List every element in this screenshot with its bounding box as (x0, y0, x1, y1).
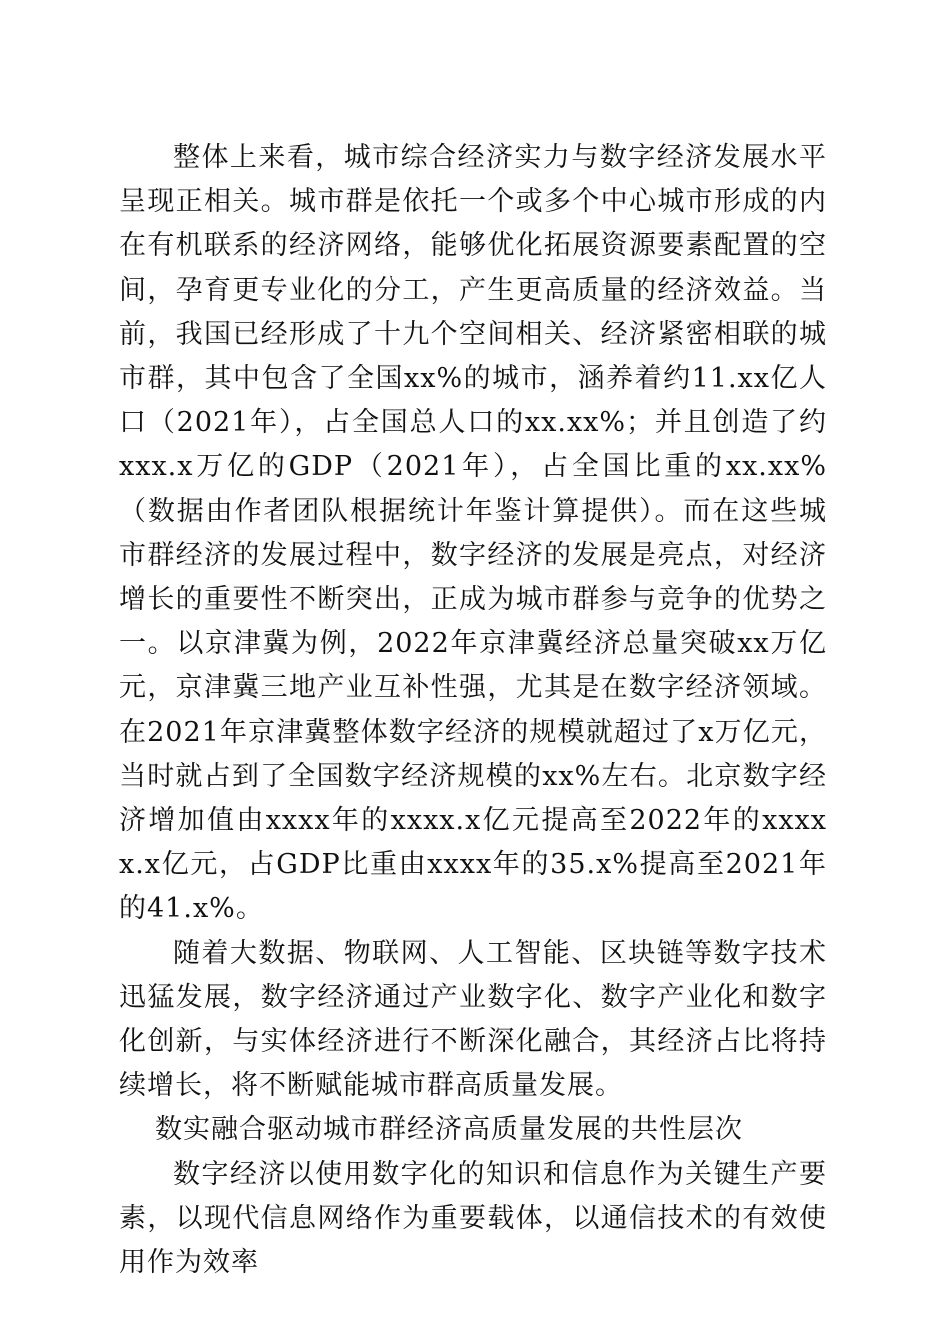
paragraph-urban-agglomeration: 整体上来看，城市综合经济实力与数字经济发展水平呈现正相关。城市群是依托一个或多个中心城市形成的内在有机联系的经济网络，能够优化拓展资源要素配置的空间，孕育更专业化的分工，产生更高质量的经济效益。当前，我国已经形成了十九个空间相关、经济紧密相联的城市群，其中包含了全国xx%的城市，涵养着约11.xx亿人口（2021年），占全国总人口的xx.xx%；并且创造了约xxx.x万亿的GDP（2021年），占全国比重的xx.xx%（数据由作者团队根据统计年鉴计算提供）。而在这些城市群经济的发展过程中，数字经济的发展是亮点，对经济增长的重要性不断突出，正成为城市群参与竞争的优势之一。以京津冀为例，2022年京津冀经济总量突破xx万亿元，京津冀三地产业互补性强，尤其是在数字经济领域。在2021年京津冀整体数字经济的规模就超过了x万亿元，当时就占到了全国数字经济规模的xx%左右。北京数字经济增加值由xxxx年的xxxx.x亿元提高至2022年的xxxxx.x亿元，占GDP比重由xxxx年的35.x%提高至2021年的41.x%。 (119, 142, 827, 925)
section-heading: 数实融合驱动城市群经济高质量发展的共性层次 (155, 1114, 743, 1146)
paragraph-digital-technology: 随着大数据、物联网、人工智能、区块链等数字技术迅猛发展，数字经济通过产业数字化、数字产业化和数字化创新，与实体经济进行不断深化融合，其经济占比将持续增长，将不断赋能城市群高质量发展。 (119, 937, 827, 1102)
document-body (119, 136, 827, 1285)
paragraph-digital-economy-definition: 数字经济以使用数字化的知识和信息作为关键生产要素，以现代信息网络作为重要载体，以通信技术的有效使用作为效率 (119, 1158, 827, 1279)
